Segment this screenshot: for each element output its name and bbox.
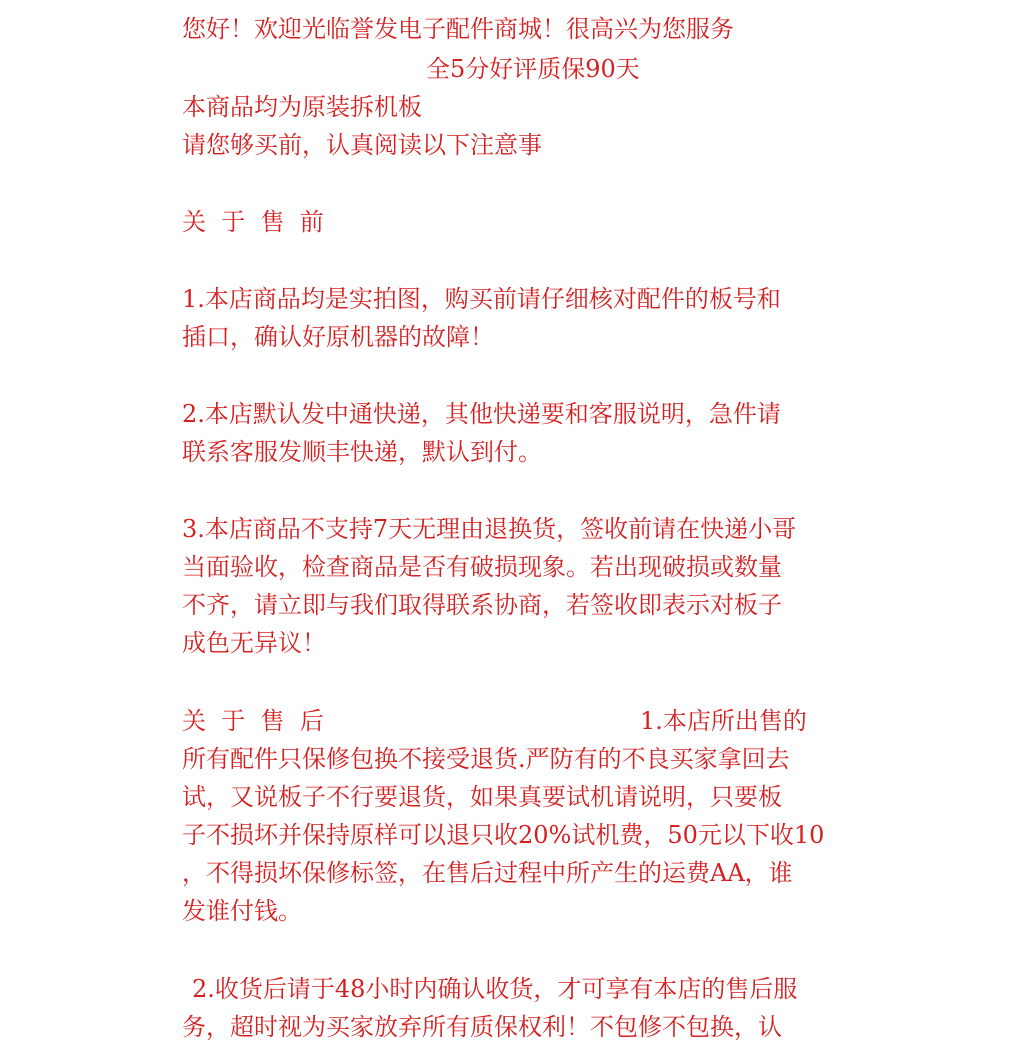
aftersale-item1-line2: 所有配件只保修包换不接受退货.严防有的不良买家拿回去 — [182, 745, 790, 773]
presale-item1-line2: 插口，确认好原机器的故障！ — [182, 323, 494, 351]
presale-item2-line1: 2.本店默认发中通快递，其他快递要和客服说明，急件请 — [182, 400, 781, 428]
presale-item3-line2: 当面验收，检查商品是否有破损现象。若出现破损或数量 — [182, 553, 782, 581]
presale-item2-line2: 联系客服发顺丰快递，默认到付。 — [182, 438, 542, 466]
presale-item3-line3: 不齐，请立即与我们取得联系协商，若签收即表示对板子 — [182, 591, 782, 619]
presale-heading: 关 于 售 前 — [182, 208, 324, 236]
aftersale-heading: 关 于 售 后 — [182, 707, 324, 735]
original-parts-line: 本商品均为原装拆机板 — [182, 93, 422, 121]
aftersale-item1-line4: 子不损坏并保持原样可以退只收20%试机费，50元以下收10 — [182, 821, 825, 849]
aftersale-item2-line2: 务，超时视为买家放弃所有质保权利！不包修不包换，认 — [182, 1013, 782, 1041]
presale-item3-line4: 成色无异议！ — [182, 629, 326, 657]
read-notice-line: 请您够买前，认真阅读以下注意事 — [182, 131, 542, 159]
aftersale-item1-start: 1.本店所出售的 — [640, 707, 807, 735]
presale-item1-line1: 1.本店商品均是实拍图，购买前请仔细核对配件的板号和 — [182, 285, 781, 313]
presale-item3-line1: 3.本店商品不支持7天无理由退换货，签收前请在快递小哥 — [182, 515, 797, 543]
aftersale-item1-line5: ，不得损坏保修标签，在售后过程中所产生的运费AA，谁 — [182, 859, 793, 887]
welcome-line: 您好！欢迎光临誉发电子配件商城！很高兴为您服务 — [182, 15, 734, 43]
aftersale-item1-line3: 试，又说板子不行要退货，如果真要试机请说明，只要板 — [182, 783, 782, 811]
aftersale-item2-line1: 2.收货后请于48小时内确认收货，才可享有本店的售后服 — [192, 975, 798, 1003]
rating-line: 全5分好评质保90天 — [426, 55, 640, 83]
aftersale-item1-line6: 发谁付钱。 — [182, 897, 302, 925]
